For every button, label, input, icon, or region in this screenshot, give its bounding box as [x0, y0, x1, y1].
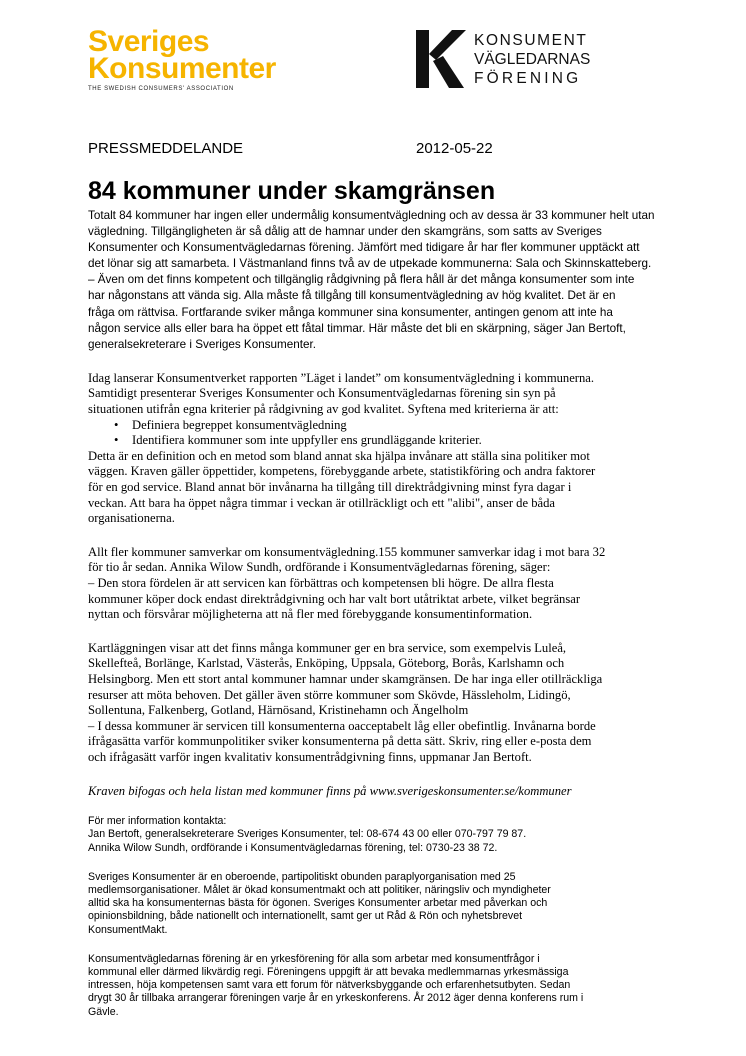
kvf-logo-line: VÄGLEDARNAS [474, 51, 591, 68]
report-paragraph [88, 371, 670, 527]
text-line: Sollentuna, Falkenberg, Gotland, Härnösand, Kristinehamn och Ängelholm [88, 703, 469, 718]
attachment-note: Kraven bifogas och hela listan med kommuner finns på www.sverigeskonsumenter.se/kommuner [88, 783, 572, 798]
lead-paragraph [88, 208, 670, 353]
text-line: det lönar sig att samarbeta. I Västmanland finns två av de utpekade kommunerna: Sala och Skinnskatteberg. [88, 257, 652, 271]
text-line: Sveriges Konsumenter är en oberoende, partipolitiskt obunden paraplyorganisation med 25 [88, 870, 516, 883]
text-line: Jan Bertoft, generalsekreterare Sveriges Konsumenter, tel: 08-674 43 00 eller 070-797 79 87. [88, 828, 527, 841]
text-line: Annika Wilow Sundh, ordförande i Konsumentvägledarnas förening, tel: 0730-23 38 72. [88, 841, 498, 854]
text-line: situationen utifrån egna kriterier på rådgivning av god kvalitet. Syftena med kriterierna är att: [88, 402, 559, 417]
text-line: för en god service. Bland annat bör invånarna ha tillgång till direktrådgivning minst fyra dagar i [88, 480, 572, 494]
survey-paragraph [88, 641, 670, 766]
kvf-logo-line: KONSUMENT [474, 32, 588, 49]
press-release-label: PRESSMEDDELANDE [88, 140, 244, 157]
kvf-logo-line: FÖRENING [474, 70, 582, 87]
text-line: kommunal eller därmed likvärdig regi. Föreningens uppgift är att bevaka medlemmarnas yrkesmässiga [88, 965, 569, 978]
text-line: Totalt 84 kommuner har ingen eller undermålig konsumentvägledning och av dessa är 33 kommuner helt utan [88, 209, 655, 222]
text-line: någon service alls eller bara ha öppet ett fåtal timmar. Här måste det bli en skärpning, säger Jan Bertoft, [88, 321, 626, 335]
press-release-date: 2012-05-22 [416, 140, 493, 157]
text-line: alltid ska ha konsumenternas bästa för ögonen. Sveriges Konsumenter arbetar med påverkan och [88, 897, 548, 910]
list-item: • Identifiera kommuner som inte uppfyller ens grundläggande kriterier. [114, 433, 670, 449]
page-title: 84 kommuner under skamgränsen [88, 177, 496, 205]
text-line: generalsekreterare i Sveriges Konsumenter. [88, 337, 317, 351]
text-line: – Den stora fördelen är att servicen kan förbättras och kompetensen bli högre. De allra flesta [88, 575, 554, 590]
text-line: Konsumenter och Konsumentvägledarnas förening. Jämfört med tidigare år har fler kommuner upptäckt att [88, 241, 640, 255]
text-line: väggen. Kraven gäller öppettider, kompetens, förebyggande arbete, statistikföring och andra faktorer [88, 464, 596, 479]
logo-word-sveriges: Sveriges [88, 25, 210, 58]
kvf-k-mark-icon [416, 30, 466, 88]
text-line: Idag lanserar Konsumentverket rapporten ”Läget i landet” om konsumentvägledning i kommunerna. [88, 370, 595, 385]
text-line: Konsumentvägledarnas förening är en yrkesförening för alla som arbetar med konsumentfrågor i [88, 952, 540, 965]
text-line: nyttan och försvårar möjligheterna att nå fler med förebyggande konsumentinformation. [88, 607, 533, 622]
text-line: För mer information kontakta: [88, 815, 227, 828]
contact-block [88, 815, 670, 855]
about-kvf [88, 953, 670, 1019]
text-line: Allt fler kommuner samverkar om konsumentvägledning.155 kommuner samverkar idag i mot bara 32 [88, 544, 606, 559]
logo-tagline: THE SWEDISH CONSUMERS' ASSOCIATION [88, 86, 234, 92]
text-line: – Även om det finns kompetent och tillgänglig rådgivning på flera håll är det många konsumenter som inte [88, 273, 635, 287]
text-line: veckan. Att bara ha öppet några timmar i veckan är otillräckligt och ett "alibi", anser de båda [88, 495, 555, 510]
logo-word-konsumenter: Konsumenter [88, 52, 276, 85]
text-line: opinionsbildning, både nationellt och internationellt, samt ger ut Råd & Rön och nyhetsbrevet [88, 910, 523, 923]
text-line: Kartläggningen visar att det finns många kommuner ger en bra service, som exempelvis Luleå, [88, 640, 567, 655]
text-line: Skellefteå, Borlänge, Karlstad, Västerås, Enköping, Uppsala, Göteborg, Borås, Karlshamn och [88, 656, 565, 671]
text-line: har någonstans att vända sig. Alla måste få tillgång till konsumentvägledning av hög kvalitet. Det är en [88, 289, 616, 303]
text-line: Detta är en definition och en metod som bland annat ska hjälpa invånare att ställa sina politiker mot [88, 448, 590, 463]
text-line: Helsingborg. Men ett stort antal kommuner hamnar under skamgränsen. De har inga eller otillräckliga [88, 671, 603, 686]
text-line: resurser att möta behoven. Det gäller även större kommuner som Skövde, Hässleholm, Lidingö, [88, 687, 571, 702]
text-line: kommuner köper dock endast direktrådgivning och har valt bort utåtriktat arbete, vilket begränsar [88, 591, 581, 606]
text-line: ifrågasätta varför kommunpolitiker sviker konsumenterna på detta sätt. Skriv, ring eller e-posta dem [88, 734, 592, 749]
about-sveriges-konsumenter [88, 871, 670, 937]
text-line: vägledning. Tillgängligheten är så dålig att de hamnar under den skamgräns, som satts av Sveriges [88, 225, 602, 239]
kvf-logo-text [474, 31, 590, 88]
list-item: • Definiera begreppet konsumentvägledning [114, 418, 670, 434]
text-line: – I dessa kommuner är servicen till konsumenterna oacceptabelt låg eller obefintlig. Invånarna borde [88, 718, 596, 733]
text-line: för tio år sedan. Annika Wilow Sundh, ordförande i Konsumentvägledarnas förening, säger: [88, 560, 551, 575]
text-line: KonsumentMakt. [88, 923, 168, 936]
konsumentvagledarnas-forening-logo [416, 30, 616, 90]
text-line: och ifrågasätt varför ingen kvalitativ konsumentrådgivning finns, uppmanar Jan Bertoft. [88, 749, 532, 764]
text-line: Samtidigt presenterar Sveriges Konsumenter och Konsumentvägledarnas förening sin syn på [88, 386, 556, 401]
text-line: intressen, höja kompetensen samt vara ett forum för nätverksbyggande och erfarenhetsutbyten. Sedan [88, 979, 571, 992]
text-line: drygt 30 år tillbaka arrangerar föreningen varje år en yrkeskonferens. År 2012 äger denna konferens rum i [88, 992, 584, 1005]
cooperation-paragraph [88, 545, 670, 623]
text-line: organisationerna. [88, 511, 175, 526]
document-body [88, 208, 670, 1019]
text-line: medlemsorganisationer. Målet är ökad konsumentmakt och att politiker, näringsliv och myndigheter [88, 883, 551, 896]
text-line: Gävle. [88, 1005, 119, 1018]
sveriges-konsumenter-logo [88, 25, 328, 92]
criteria-list [88, 418, 670, 449]
text-line: fråga om rättvisa. Fortfarande sviker många kommuner sina konsumenter, antingen genom att inte ha [88, 305, 613, 319]
